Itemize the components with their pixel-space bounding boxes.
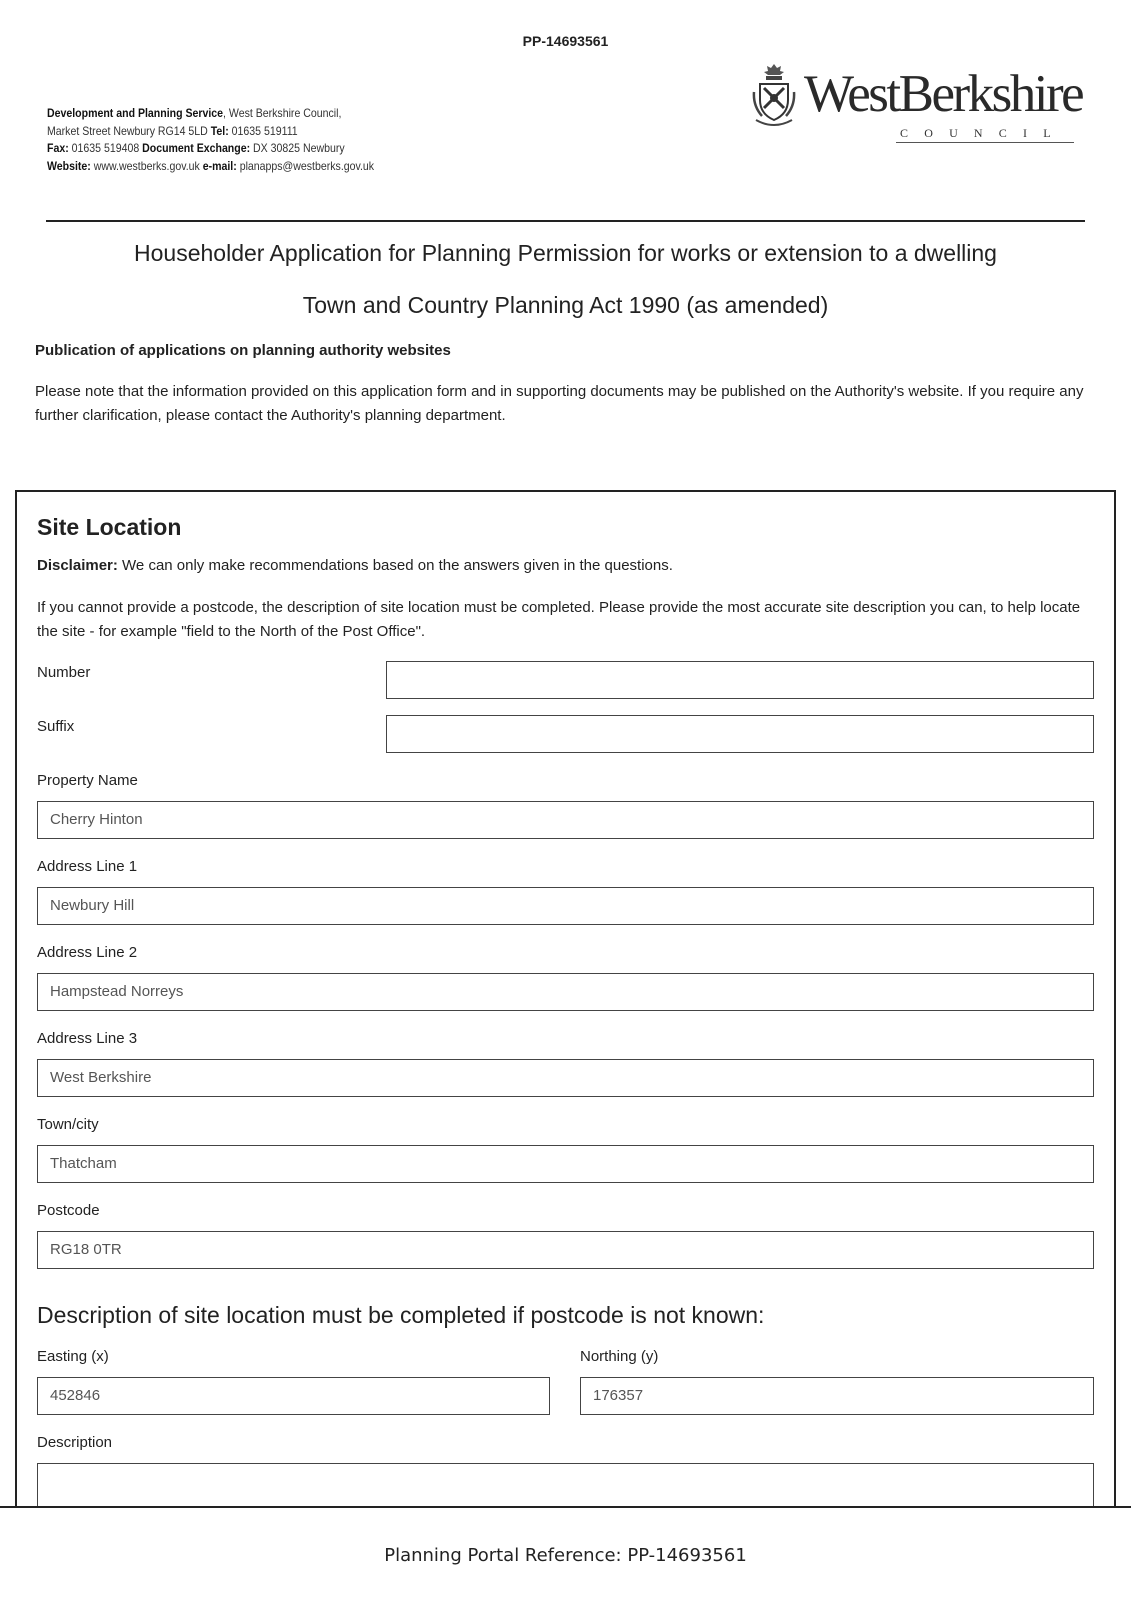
property-name-label: Property Name bbox=[37, 772, 138, 789]
northing-label: Northing (y) bbox=[580, 1348, 659, 1365]
site-location-section bbox=[15, 490, 1116, 1600]
northing-field[interactable]: 176357 bbox=[580, 1377, 1094, 1415]
logo-wordmark: WestBerkshire bbox=[804, 65, 1083, 123]
site-location-title: Site Location bbox=[37, 514, 182, 540]
contact-line-web: Website: www.westberks.gov.uk e-mail: planapps@westberks.gov.uk bbox=[47, 158, 375, 173]
address-line-3-field[interactable]: West Berkshire bbox=[37, 1059, 1094, 1097]
council-crest-icon bbox=[752, 62, 796, 128]
postcode-label: Postcode bbox=[37, 1202, 100, 1219]
suffix-field[interactable] bbox=[386, 715, 1094, 753]
address-line-1-label: Address Line 1 bbox=[37, 858, 138, 875]
header-divider bbox=[46, 220, 1085, 222]
publication-heading: Publication of applications on planning authority websites bbox=[35, 342, 451, 359]
address-line-1-field[interactable]: Newbury Hill bbox=[37, 887, 1094, 925]
address-line-3-label: Address Line 3 bbox=[37, 1030, 138, 1047]
contact-line-service: Development and Planning Service, West Berkshire Council, bbox=[47, 106, 342, 120]
footer-divider bbox=[0, 1506, 1131, 1508]
address-line-2-label: Address Line 2 bbox=[37, 944, 138, 961]
west-berkshire-council-logo bbox=[752, 60, 1083, 150]
easting-field[interactable]: 452846 bbox=[37, 1377, 550, 1415]
easting-label: Easting (x) bbox=[37, 1348, 109, 1365]
postcode-field[interactable]: RG18 0TR bbox=[37, 1231, 1094, 1269]
contact-line-fax: Fax: 01635 519408 Document Exchange: DX 30825 Newbury bbox=[47, 141, 345, 155]
disclaimer: Disclaimer: We can only make recommendations based on the answers given in the questions. bbox=[37, 557, 673, 574]
logo-underline bbox=[896, 142, 1074, 143]
footer-reference: Planning Portal Reference: PP-14693561 bbox=[384, 1545, 747, 1566]
form-subtitle-act: Town and Country Planning Act 1990 (as amended) bbox=[302, 292, 829, 318]
number-label: Number bbox=[37, 664, 91, 681]
site-location-instructions: If you cannot provide a postcode, the description of site location must be completed. Please provide the most accurate site description you can, to help locate the site - for example "field to the North of the Post Office". bbox=[37, 599, 1081, 640]
town-city-label: Town/city bbox=[37, 1116, 99, 1133]
address-line-2-field[interactable]: Hampstead Norreys bbox=[37, 973, 1094, 1011]
number-field[interactable] bbox=[386, 661, 1094, 699]
form-title: Householder Application for Planning Permission for works or extension to a dwelling bbox=[134, 240, 997, 266]
town-city-field[interactable]: Thatcham bbox=[37, 1145, 1094, 1183]
reference-number: PP-14693561 bbox=[522, 33, 609, 49]
council-contact-block bbox=[47, 105, 374, 175]
logo-council-text: COUNCIL bbox=[900, 126, 1067, 140]
publication-notice: Please note that the information provided on this application form and in supporting documents may be published on the Authority's website. If you require any further clarification, please contact the Authority's planning department. bbox=[35, 383, 1084, 424]
property-name-field[interactable]: Cherry Hinton bbox=[37, 801, 1094, 839]
description-heading: Description of site location must be completed if postcode is not known: bbox=[37, 1302, 765, 1328]
suffix-label: Suffix bbox=[37, 718, 75, 735]
contact-line-address: Market Street Newbury RG14 5LD Tel: 01635 519111 bbox=[47, 123, 298, 138]
description-label: Description bbox=[37, 1434, 113, 1451]
